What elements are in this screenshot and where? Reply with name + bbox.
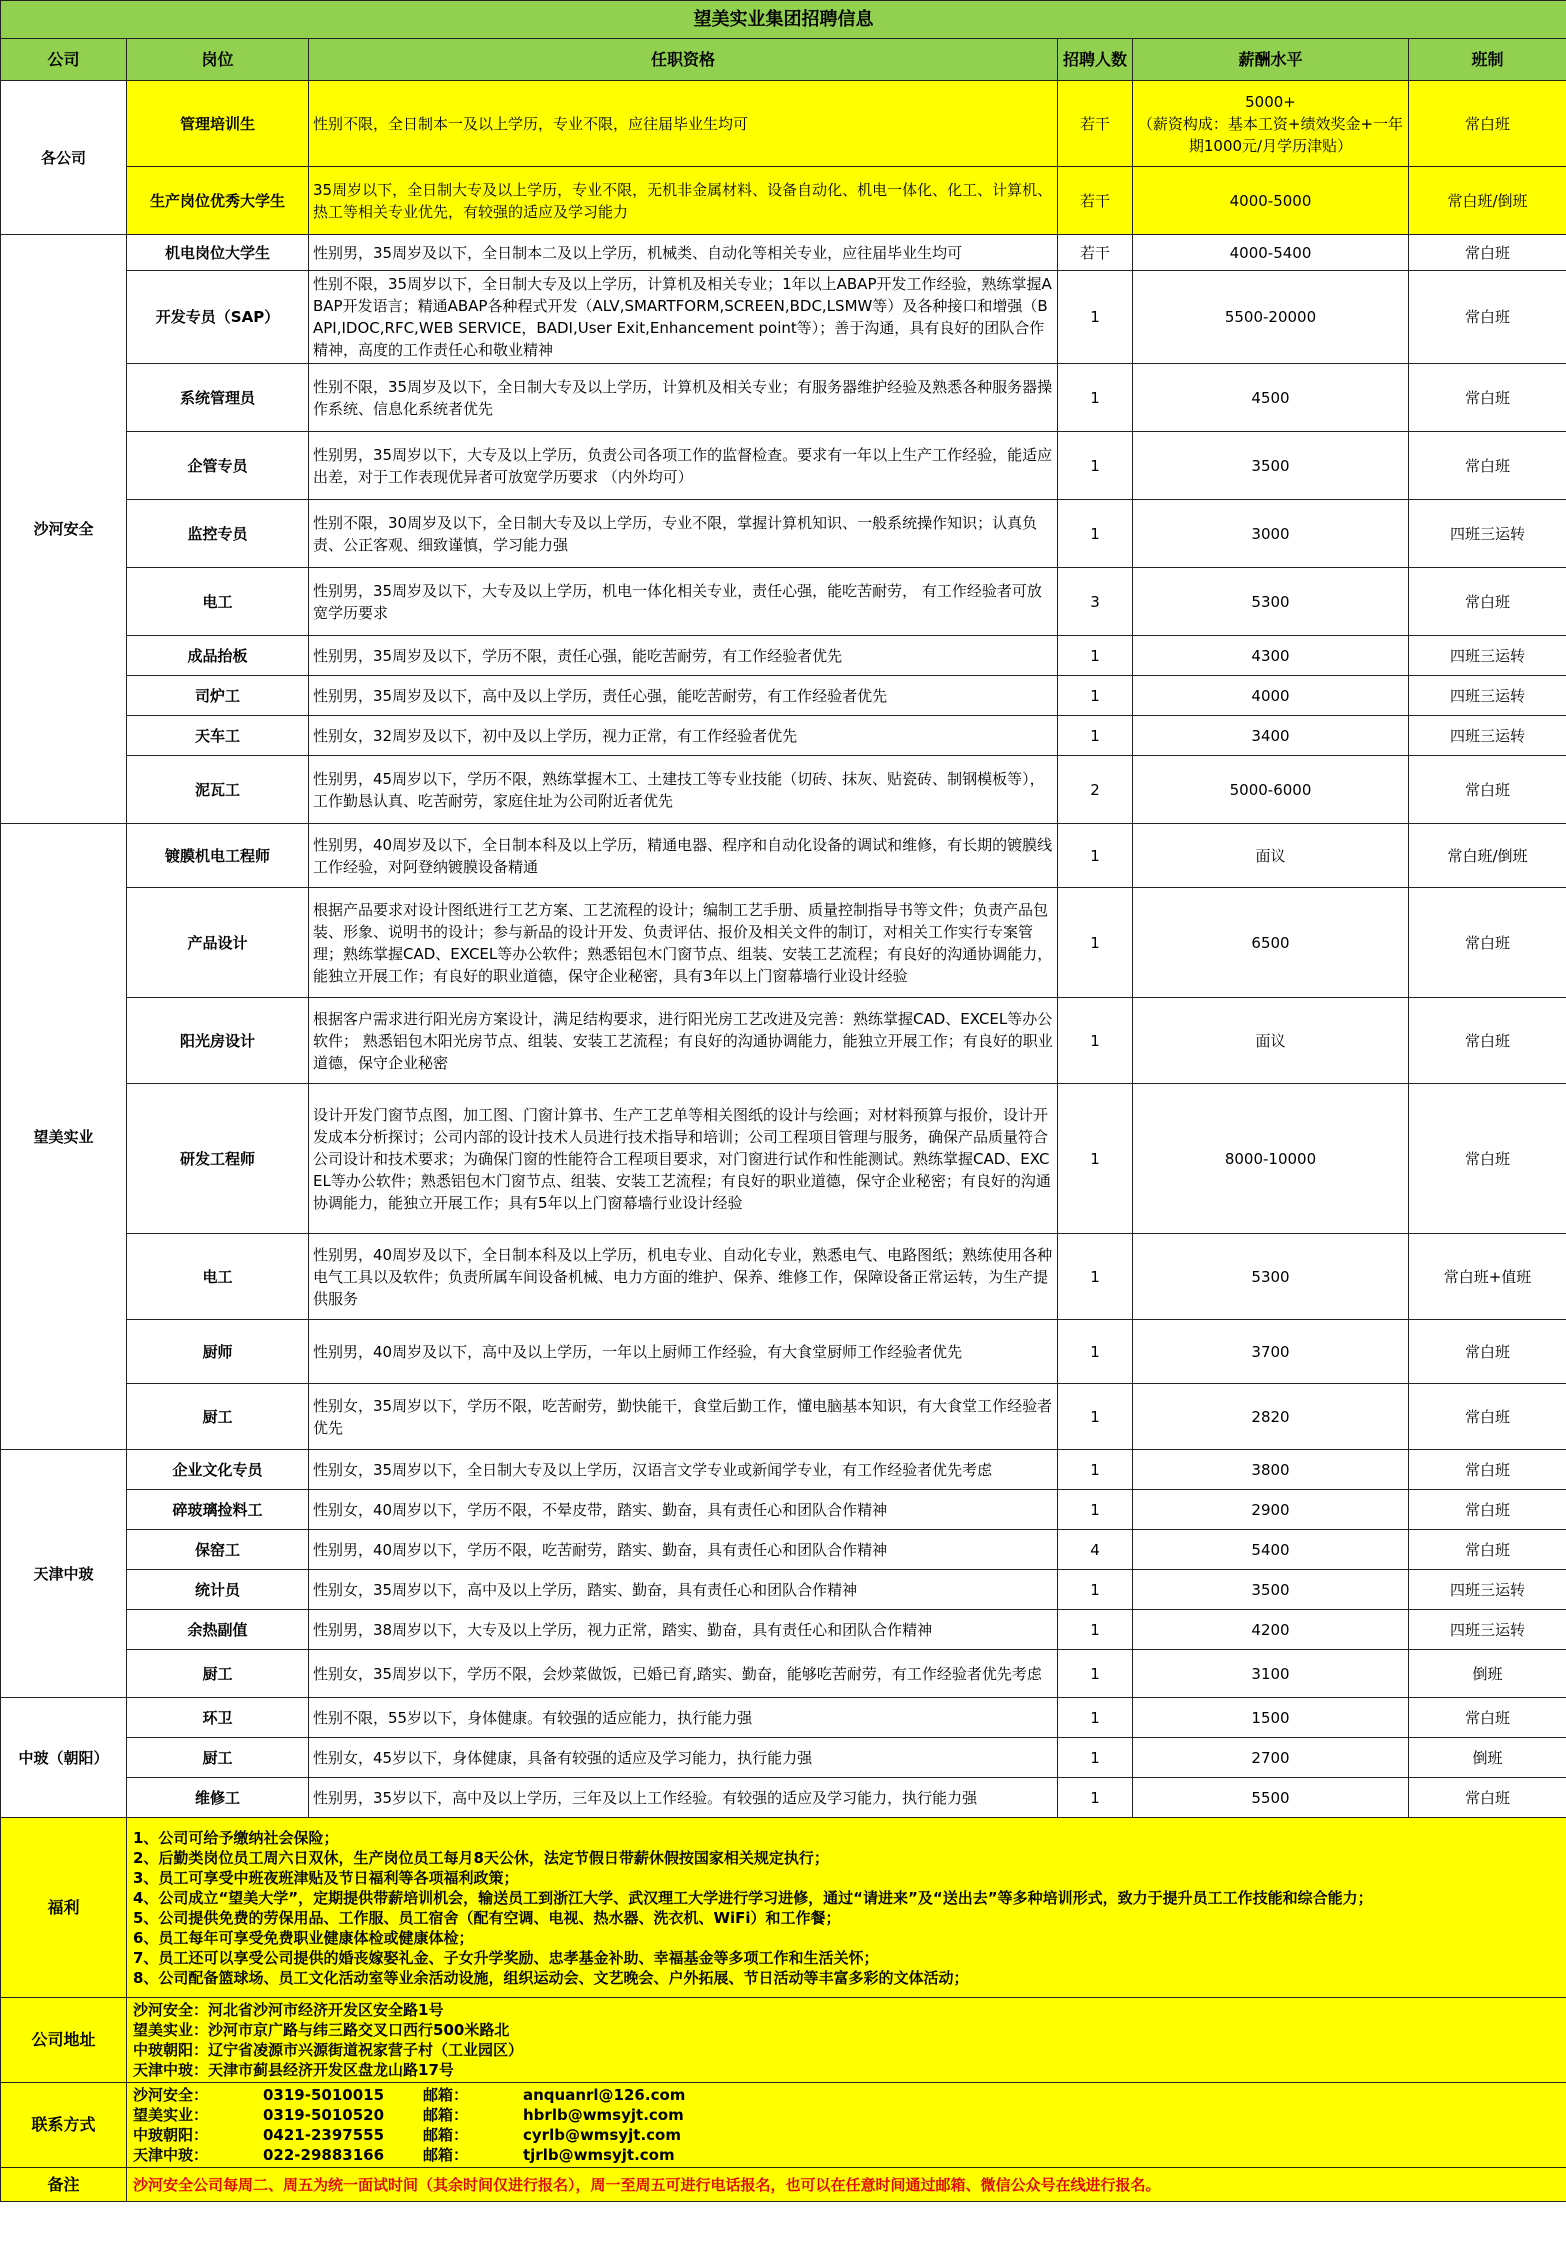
count-cell: 1 <box>1058 1610 1133 1650</box>
shift-cell: 常白班+值班 <box>1409 1234 1566 1320</box>
header-salary: 薪酬水平 <box>1133 39 1409 81</box>
welfare-label: 福利 <box>1 1818 127 1998</box>
position-cell: 环卫 <box>127 1698 309 1738</box>
salary-cell: 2700 <box>1133 1738 1409 1778</box>
requirement-cell: 性别不限，30周岁及以下，全日制大专及以上学历，专业不限，掌握计算机知识、一般系统操作知识；认真负责、公正客观、细致谨慎，学习能力强 <box>309 500 1058 568</box>
table-row <box>1 1530 1566 1570</box>
table-row <box>1 500 1566 568</box>
contact-content <box>127 2083 1566 2168</box>
header-row <box>1 39 1566 81</box>
count-cell: 1 <box>1058 1738 1133 1778</box>
count-cell: 1 <box>1058 1320 1133 1384</box>
table-row <box>1 271 1566 364</box>
count-cell: 1 <box>1058 636 1133 676</box>
contact-email: tjrlb@wmsyjt.com <box>523 2146 675 2164</box>
salary-cell: 2900 <box>1133 1490 1409 1530</box>
table-row <box>1 1234 1566 1320</box>
position-cell: 碎玻璃捡料工 <box>127 1490 309 1530</box>
table-row <box>1 1384 1566 1450</box>
table-row <box>1 1778 1566 1818</box>
salary-cell: 6500 <box>1133 888 1409 998</box>
welfare-item: 3、员工可享受中班夜班津贴及节日福利等各项福利政策； <box>133 1868 519 1887</box>
position-cell: 企业文化专员 <box>127 1450 309 1490</box>
requirement-cell: 性别男，40周岁及以下，全日制本科及以上学历，精通电器、程序和自动化设备的调试和维修，有长期的镀膜线工作经验，对阿登纳镀膜设备精通 <box>309 824 1058 888</box>
count-cell: 1 <box>1058 1450 1133 1490</box>
welfare-item: 1、公司可给予缴纳社会保险； <box>133 1828 339 1847</box>
note-label: 备注 <box>1 2168 127 2202</box>
position-cell: 统计员 <box>127 1570 309 1610</box>
shift-cell: 常白班 <box>1409 568 1566 636</box>
requirement-cell: 根据客户需求进行阳光房方案设计，满足结构要求，进行阳光房工艺改进及完善：熟练掌握CAD、EXCEL等办公软件； 熟悉铝包木阳光房节点、组装、安装工艺流程；有良好的沟通协调能力，能独立开展工作；有良好的职业道德，保守企业秘密 <box>309 998 1058 1084</box>
shift-cell: 常白班 <box>1409 1450 1566 1490</box>
requirement-cell: 性别男，35周岁及以下，学历不限，责任心强，能吃苦耐劳，有工作经验者优先 <box>309 636 1058 676</box>
requirement-cell: 性别男，35周岁及以下，高中及以上学历，责任心强，能吃苦耐劳，有工作经验者优先 <box>309 676 1058 716</box>
count-cell: 若干 <box>1058 235 1133 271</box>
contact-label: 联系方式 <box>1 2083 127 2168</box>
requirement-cell: 性别女，32周岁及以下，初中及以上学历，视力正常，有工作经验者优先 <box>309 716 1058 756</box>
table-row <box>1 1084 1566 1234</box>
position-cell: 成品抬板 <box>127 636 309 676</box>
salary-cell: 3700 <box>1133 1320 1409 1384</box>
salary-cell: 5500 <box>1133 1778 1409 1818</box>
contact-item <box>133 2085 1562 2105</box>
count-cell: 1 <box>1058 1234 1133 1320</box>
contact-phone: 0421-2397555 <box>263 2126 385 2144</box>
address-item: 望美实业：沙河市京广路与纬三路交叉口西行500米路北 <box>133 2021 510 2039</box>
company-cell: 各公司 <box>1 81 127 235</box>
count-cell: 3 <box>1058 568 1133 636</box>
requirement-cell: 性别不限，35周岁以下，全日制大专及以上学历，计算机及相关专业；1年以上ABAP开发工作经验，熟练掌握ABAP开发语言；精通ABAP各种程式开发（ALV,SMARTFORM,SCREEN,BDC,LSMW等）及各种接口和增强（BAPI,IDOC,RFC,WEB SERVICE，BADI,User Exit,Enhancement point等）；善于沟通，具有良好的团队合作精神，高度的工作责任心和敬业精神 <box>309 271 1058 364</box>
requirement-cell: 性别不限，35周岁及以下，全日制大专及以上学历，计算机及相关专业；有服务器维护经验及熟悉各种服务器操作系统、信息化系统者优先 <box>309 364 1058 432</box>
shift-cell: 常白班 <box>1409 235 1566 271</box>
requirement-cell: 性别男，40周岁以下，学历不限，吃苦耐劳，踏实、勤奋，具有责任心和团队合作精神 <box>309 1530 1058 1570</box>
salary-cell: 3800 <box>1133 1450 1409 1490</box>
shift-cell: 四班三运转 <box>1409 676 1566 716</box>
contact-email-label: 邮箱： <box>423 2086 469 2104</box>
salary-cell: 2820 <box>1133 1384 1409 1450</box>
position-cell: 生产岗位优秀大学生 <box>127 167 309 235</box>
contact-phone: 022-29883166 <box>263 2146 385 2164</box>
contact-email-label: 邮箱： <box>423 2146 469 2164</box>
contact-item <box>133 2125 1562 2145</box>
position-cell: 机电岗位大学生 <box>127 235 309 271</box>
table-row <box>1 1610 1566 1650</box>
position-cell: 电工 <box>127 568 309 636</box>
shift-cell: 常白班 <box>1409 1698 1566 1738</box>
position-cell: 系统管理员 <box>127 364 309 432</box>
note-content: 沙河安全公司每周二、周五为统一面试时间（其余时间仅进行报名），周一至周五可进行电话报名，也可以在任意时间通过邮箱、微信公众号在线进行报名。 <box>127 2168 1566 2202</box>
salary-cell: 3000 <box>1133 500 1409 568</box>
salary-cell: 面议 <box>1133 824 1409 888</box>
address-label: 公司地址 <box>1 1998 127 2083</box>
company-cell: 沙河安全 <box>1 235 127 824</box>
requirement-cell: 性别女，35周岁以下，学历不限，会炒菜做饭，已婚已育,踏实、勤奋，能够吃苦耐劳，有工作经验者优先考虑 <box>309 1650 1058 1698</box>
salary-cell: 1500 <box>1133 1698 1409 1738</box>
count-cell: 1 <box>1058 998 1133 1084</box>
requirement-cell: 设计开发门窗节点图，加工图、门窗计算书、生产工艺单等相关图纸的设计与绘画；对材料预算与报价，设计开发成本分析探讨；公司内部的设计技术人员进行技术指导和培训；公司工程项目管理与服务，确保产品质量符合公司设计和技术要求；为确保门窗的性能符合工程项目要求，对门窗进行试作和性能测试。熟练掌握CAD、EXCEL等办公软件；熟悉铝包木门窗节点、组装、安装工艺流程；有良好的职业道德，保守企业秘密；有良好的沟通协调能力，能独立开展工作；具有5年以上门窗幕墙行业设计经验 <box>309 1084 1058 1234</box>
requirement-cell: 性别女，35周岁以下，学历不限，吃苦耐劳，勤快能干，食堂后勤工作，懂电脑基本知识，有大食堂工作经验者优先 <box>309 1384 1058 1450</box>
salary-cell: 4000-5000 <box>1133 167 1409 235</box>
count-cell: 1 <box>1058 1698 1133 1738</box>
requirement-cell: 性别男，35周岁及以下，大专及以上学历，机电一体化相关专业，责任心强，能吃苦耐劳， 有工作经验者可放宽学历要求 <box>309 568 1058 636</box>
table-row <box>1 167 1566 235</box>
table-row <box>1 888 1566 998</box>
shift-cell: 四班三运转 <box>1409 1610 1566 1650</box>
shift-cell: 倒班 <box>1409 1650 1566 1698</box>
position-cell: 厨工 <box>127 1650 309 1698</box>
contact-row <box>1 2083 1566 2168</box>
position-cell: 产品设计 <box>127 888 309 998</box>
requirement-cell: 性别不限，55岁以下，身体健康。有较强的适应能力，执行能力强 <box>309 1698 1058 1738</box>
salary-cell: 3500 <box>1133 432 1409 500</box>
shift-cell: 四班三运转 <box>1409 1570 1566 1610</box>
shift-cell: 常白班 <box>1409 1530 1566 1570</box>
address-content <box>127 1998 1566 2083</box>
address-row <box>1 1998 1566 2083</box>
shift-cell: 常白班 <box>1409 81 1566 167</box>
shift-cell: 常白班 <box>1409 1384 1566 1450</box>
count-cell: 1 <box>1058 888 1133 998</box>
contact-email: cyrlb@wmsyjt.com <box>523 2126 681 2144</box>
shift-cell: 常白班/倒班 <box>1409 167 1566 235</box>
salary-cell: 4000 <box>1133 676 1409 716</box>
count-cell: 1 <box>1058 500 1133 568</box>
salary-cell: 5300 <box>1133 1234 1409 1320</box>
welfare-row <box>1 1818 1566 1998</box>
position-cell: 厨工 <box>127 1384 309 1450</box>
welfare-item: 7、员工还可以享受公司提供的婚丧嫁娶礼金、子女升学奖励、忠孝基金补助、幸福基金等多项工作和生活关怀； <box>133 1948 879 1967</box>
header-company: 公司 <box>1 39 127 81</box>
note-row <box>1 2168 1566 2202</box>
shift-cell: 常白班 <box>1409 888 1566 998</box>
count-cell: 1 <box>1058 1384 1133 1450</box>
table-row <box>1 1320 1566 1384</box>
table-row <box>1 676 1566 716</box>
count-cell: 1 <box>1058 1084 1133 1234</box>
count-cell: 1 <box>1058 271 1133 364</box>
position-cell: 管理培训生 <box>127 81 309 167</box>
salary-cell: 5500-20000 <box>1133 271 1409 364</box>
position-cell: 保窑工 <box>127 1530 309 1570</box>
table-row <box>1 81 1566 167</box>
requirement-cell: 性别男，40周岁及以下，高中及以上学历，一年以上厨师工作经验，有大食堂厨师工作经验者优先 <box>309 1320 1058 1384</box>
company-cell: 天津中玻 <box>1 1450 127 1698</box>
company-cell: 望美实业 <box>1 824 127 1450</box>
position-cell: 开发专员（SAP） <box>127 271 309 364</box>
shift-cell: 常白班 <box>1409 271 1566 364</box>
contact-company: 望美实业： <box>133 2106 209 2124</box>
salary-cell: 4200 <box>1133 1610 1409 1650</box>
requirement-cell: 性别男，35周岁及以下，全日制本二及以上学历，机械类、自动化等相关专业，应往届毕业生均可 <box>309 235 1058 271</box>
count-cell: 1 <box>1058 1490 1133 1530</box>
table-row <box>1 716 1566 756</box>
count-cell: 若干 <box>1058 167 1133 235</box>
salary-cell: 3400 <box>1133 716 1409 756</box>
contact-email: anquanrl@126.com <box>523 2086 686 2104</box>
salary-cell: 5300 <box>1133 568 1409 636</box>
contact-phone: 0319-5010015 <box>263 2086 385 2104</box>
shift-cell: 常白班 <box>1409 998 1566 1084</box>
salary-cell: 5400 <box>1133 1530 1409 1570</box>
table-row <box>1 1490 1566 1530</box>
shift-cell: 常白班 <box>1409 1320 1566 1384</box>
position-cell: 企管专员 <box>127 432 309 500</box>
address-item: 天津中玻：天津市蓟县经济开发区盘龙山路17号 <box>133 2061 454 2079</box>
requirement-cell: 性别女，45岁以下，身体健康，具备有较强的适应及学习能力，执行能力强 <box>309 1738 1058 1778</box>
count-cell: 1 <box>1058 1570 1133 1610</box>
position-cell: 镀膜机电工程师 <box>127 824 309 888</box>
table-row <box>1 756 1566 824</box>
address-item: 中玻朝阳：辽宁省凌源市兴源街道祝家营子村（工业园区） <box>133 2041 524 2059</box>
shift-cell: 常白班 <box>1409 1084 1566 1234</box>
count-cell: 2 <box>1058 756 1133 824</box>
table-row <box>1 636 1566 676</box>
welfare-item: 6、员工每年可享受免费职业健康体检或健康体检； <box>133 1928 474 1947</box>
table-row <box>1 998 1566 1084</box>
contact-item <box>133 2145 1562 2165</box>
count-cell: 4 <box>1058 1530 1133 1570</box>
header-position: 岗位 <box>127 39 309 81</box>
requirement-cell: 35周岁以下，全日制大专及以上学历，专业不限，无机非金属材料、设备自动化、机电一体化、化工、计算机、热工等相关专业优先，有较强的适应及学习能力 <box>309 167 1058 235</box>
contact-email-label: 邮箱： <box>423 2126 469 2144</box>
salary-cell: 4500 <box>1133 364 1409 432</box>
position-cell: 阳光房设计 <box>127 998 309 1084</box>
position-cell: 研发工程师 <box>127 1084 309 1234</box>
salary-cell: 8000-10000 <box>1133 1084 1409 1234</box>
shift-cell: 常白班 <box>1409 1778 1566 1818</box>
position-cell: 泥瓦工 <box>127 756 309 824</box>
requirement-cell: 性别男，40周岁及以下，全日制本科及以上学历，机电专业、自动化专业，熟悉电气、电路图纸；熟练使用各种电气工具以及软件；负责所属车间设备机械、电力方面的维护、保养、维修工作，保障设备正常运转，为生产提供服务 <box>309 1234 1058 1320</box>
requirement-cell: 性别女，35周岁以下，全日制大专及以上学历，汉语言文学专业或新闻学专业，有工作经验者优先考虑 <box>309 1450 1058 1490</box>
position-cell: 余热副值 <box>127 1610 309 1650</box>
position-cell: 司炉工 <box>127 676 309 716</box>
salary-cell: 3500 <box>1133 1570 1409 1610</box>
count-cell: 1 <box>1058 1650 1133 1698</box>
welfare-item: 4、公司成立“望美大学”，定期提供带薪培训机会，输送员工到浙江大学、武汉理工大学进行学习进修，通过“请进来”及“送出去”等多种培训形式，致力于提升员工工作技能和综合能力； <box>133 1888 1373 1907</box>
table-row <box>1 432 1566 500</box>
salary-cell: 4300 <box>1133 636 1409 676</box>
table-row <box>1 1450 1566 1490</box>
count-cell: 若干 <box>1058 81 1133 167</box>
salary-cell: 面议 <box>1133 998 1409 1084</box>
position-cell: 监控专员 <box>127 500 309 568</box>
count-cell: 1 <box>1058 364 1133 432</box>
welfare-item: 8、公司配备篮球场、员工文化活动室等业余活动设施，组织运动会、文艺晚会、户外拓展、节日活动等丰富多彩的文体活动； <box>133 1968 969 1987</box>
company-cell: 中玻（朝阳） <box>1 1698 127 1818</box>
shift-cell: 常白班 <box>1409 432 1566 500</box>
salary-cell: 4000-5400 <box>1133 235 1409 271</box>
salary-cell: 5000-6000 <box>1133 756 1409 824</box>
table-row <box>1 1650 1566 1698</box>
table-row <box>1 1698 1566 1738</box>
salary-cell: 3100 <box>1133 1650 1409 1698</box>
table-row <box>1 235 1566 271</box>
shift-cell: 常白班 <box>1409 756 1566 824</box>
requirement-cell: 性别男，38周岁以下，大专及以上学历，视力正常，踏实、勤奋，具有责任心和团队合作精神 <box>309 1610 1058 1650</box>
table-row <box>1 364 1566 432</box>
count-cell: 1 <box>1058 716 1133 756</box>
contact-email: hbrlb@wmsyjt.com <box>523 2106 684 2124</box>
requirement-cell: 性别男，45周岁以下，学历不限，熟练掌握木工、土建技工等专业技能（切砖、抹灰、贴瓷砖、制钢模板等），工作勤恳认真、吃苦耐劳，家庭住址为公司附近者优先 <box>309 756 1058 824</box>
table-row <box>1 824 1566 888</box>
requirement-cell: 性别女，35周岁以下，高中及以上学历，踏实、勤奋，具有责任心和团队合作精神 <box>309 1570 1058 1610</box>
position-cell: 电工 <box>127 1234 309 1320</box>
table-row <box>1 1738 1566 1778</box>
contact-company: 沙河安全： <box>133 2086 209 2104</box>
contact-company: 天津中玻： <box>133 2146 209 2164</box>
contact-company: 中玻朝阳： <box>133 2126 209 2144</box>
count-cell: 1 <box>1058 432 1133 500</box>
shift-cell: 常白班 <box>1409 1490 1566 1530</box>
count-cell: 1 <box>1058 1778 1133 1818</box>
header-count: 招聘人数 <box>1058 39 1133 81</box>
shift-cell: 四班三运转 <box>1409 636 1566 676</box>
contact-phone: 0319-5010520 <box>263 2106 385 2124</box>
table-row <box>1 1570 1566 1610</box>
position-cell: 厨师 <box>127 1320 309 1384</box>
contact-item <box>133 2105 1562 2125</box>
requirement-cell: 根据产品要求对设计图纸进行工艺方案、工艺流程的设计；编制工艺手册、质量控制指导书等文件；负责产品包装、形象、说明书的设计；参与新品的设计开发、负责评估、报价及相关文件的制订，对相关工作实行专案管理；熟练掌握CAD、EXCEL等办公软件；熟悉铝包木门窗节点、组装、安装工艺流程；有良好的沟通协调能力，能独立开展工作；有良好的职业道德，保守企业秘密，具有3年以上门窗幕墙行业设计经验 <box>309 888 1058 998</box>
requirement-cell: 性别男，35岁以下，高中及以上学历，三年及以上工作经验。有较强的适应及学习能力，执行能力强 <box>309 1778 1058 1818</box>
position-cell: 厨工 <box>127 1738 309 1778</box>
salary-cell: 5000+ （薪资构成：基本工资+绩效奖金+一年期1000元/月学历津贴） <box>1133 81 1409 167</box>
shift-cell: 四班三运转 <box>1409 500 1566 568</box>
requirement-cell: 性别男，35周岁以下，大专及以上学历，负责公司各项工作的监督检查。要求有一年以上生产工作经验，能适应出差，对于工作表现优异者可放宽学历要求 （内外均可） <box>309 432 1058 500</box>
requirement-cell: 性别女，40周岁以下，学历不限，不晕皮带，踏实、勤奋，具有责任心和团队合作精神 <box>309 1490 1058 1530</box>
contact-email-label: 邮箱： <box>423 2106 469 2124</box>
count-cell: 1 <box>1058 676 1133 716</box>
shift-cell: 常白班 <box>1409 364 1566 432</box>
header-shift: 班制 <box>1409 39 1566 81</box>
count-cell: 1 <box>1058 824 1133 888</box>
welfare-item: 5、公司提供免费的劳保用品、工作服、员工宿舍（配有空调、电视、热水器、洗衣机、WiFi）和工作餐； <box>133 1908 841 1927</box>
shift-cell: 常白班/倒班 <box>1409 824 1566 888</box>
shift-cell: 四班三运转 <box>1409 716 1566 756</box>
table-row <box>1 568 1566 636</box>
address-item: 沙河安全：河北省沙河市经济开发区安全路1号 <box>133 2001 444 2019</box>
requirement-cell: 性别不限，全日制本一及以上学历，专业不限，应往届毕业生均可 <box>309 81 1058 167</box>
welfare-item: 2、后勤类岗位员工周六日双休，生产岗位员工每月8天公休，法定节假日带薪休假按国家相关规定执行； <box>133 1848 829 1867</box>
shift-cell: 倒班 <box>1409 1738 1566 1778</box>
page-title: 望美实业集团招聘信息 <box>1 1 1566 39</box>
header-requirement: 任职资格 <box>309 39 1058 81</box>
position-cell: 维修工 <box>127 1778 309 1818</box>
position-cell: 天车工 <box>127 716 309 756</box>
welfare-content <box>127 1818 1566 1998</box>
